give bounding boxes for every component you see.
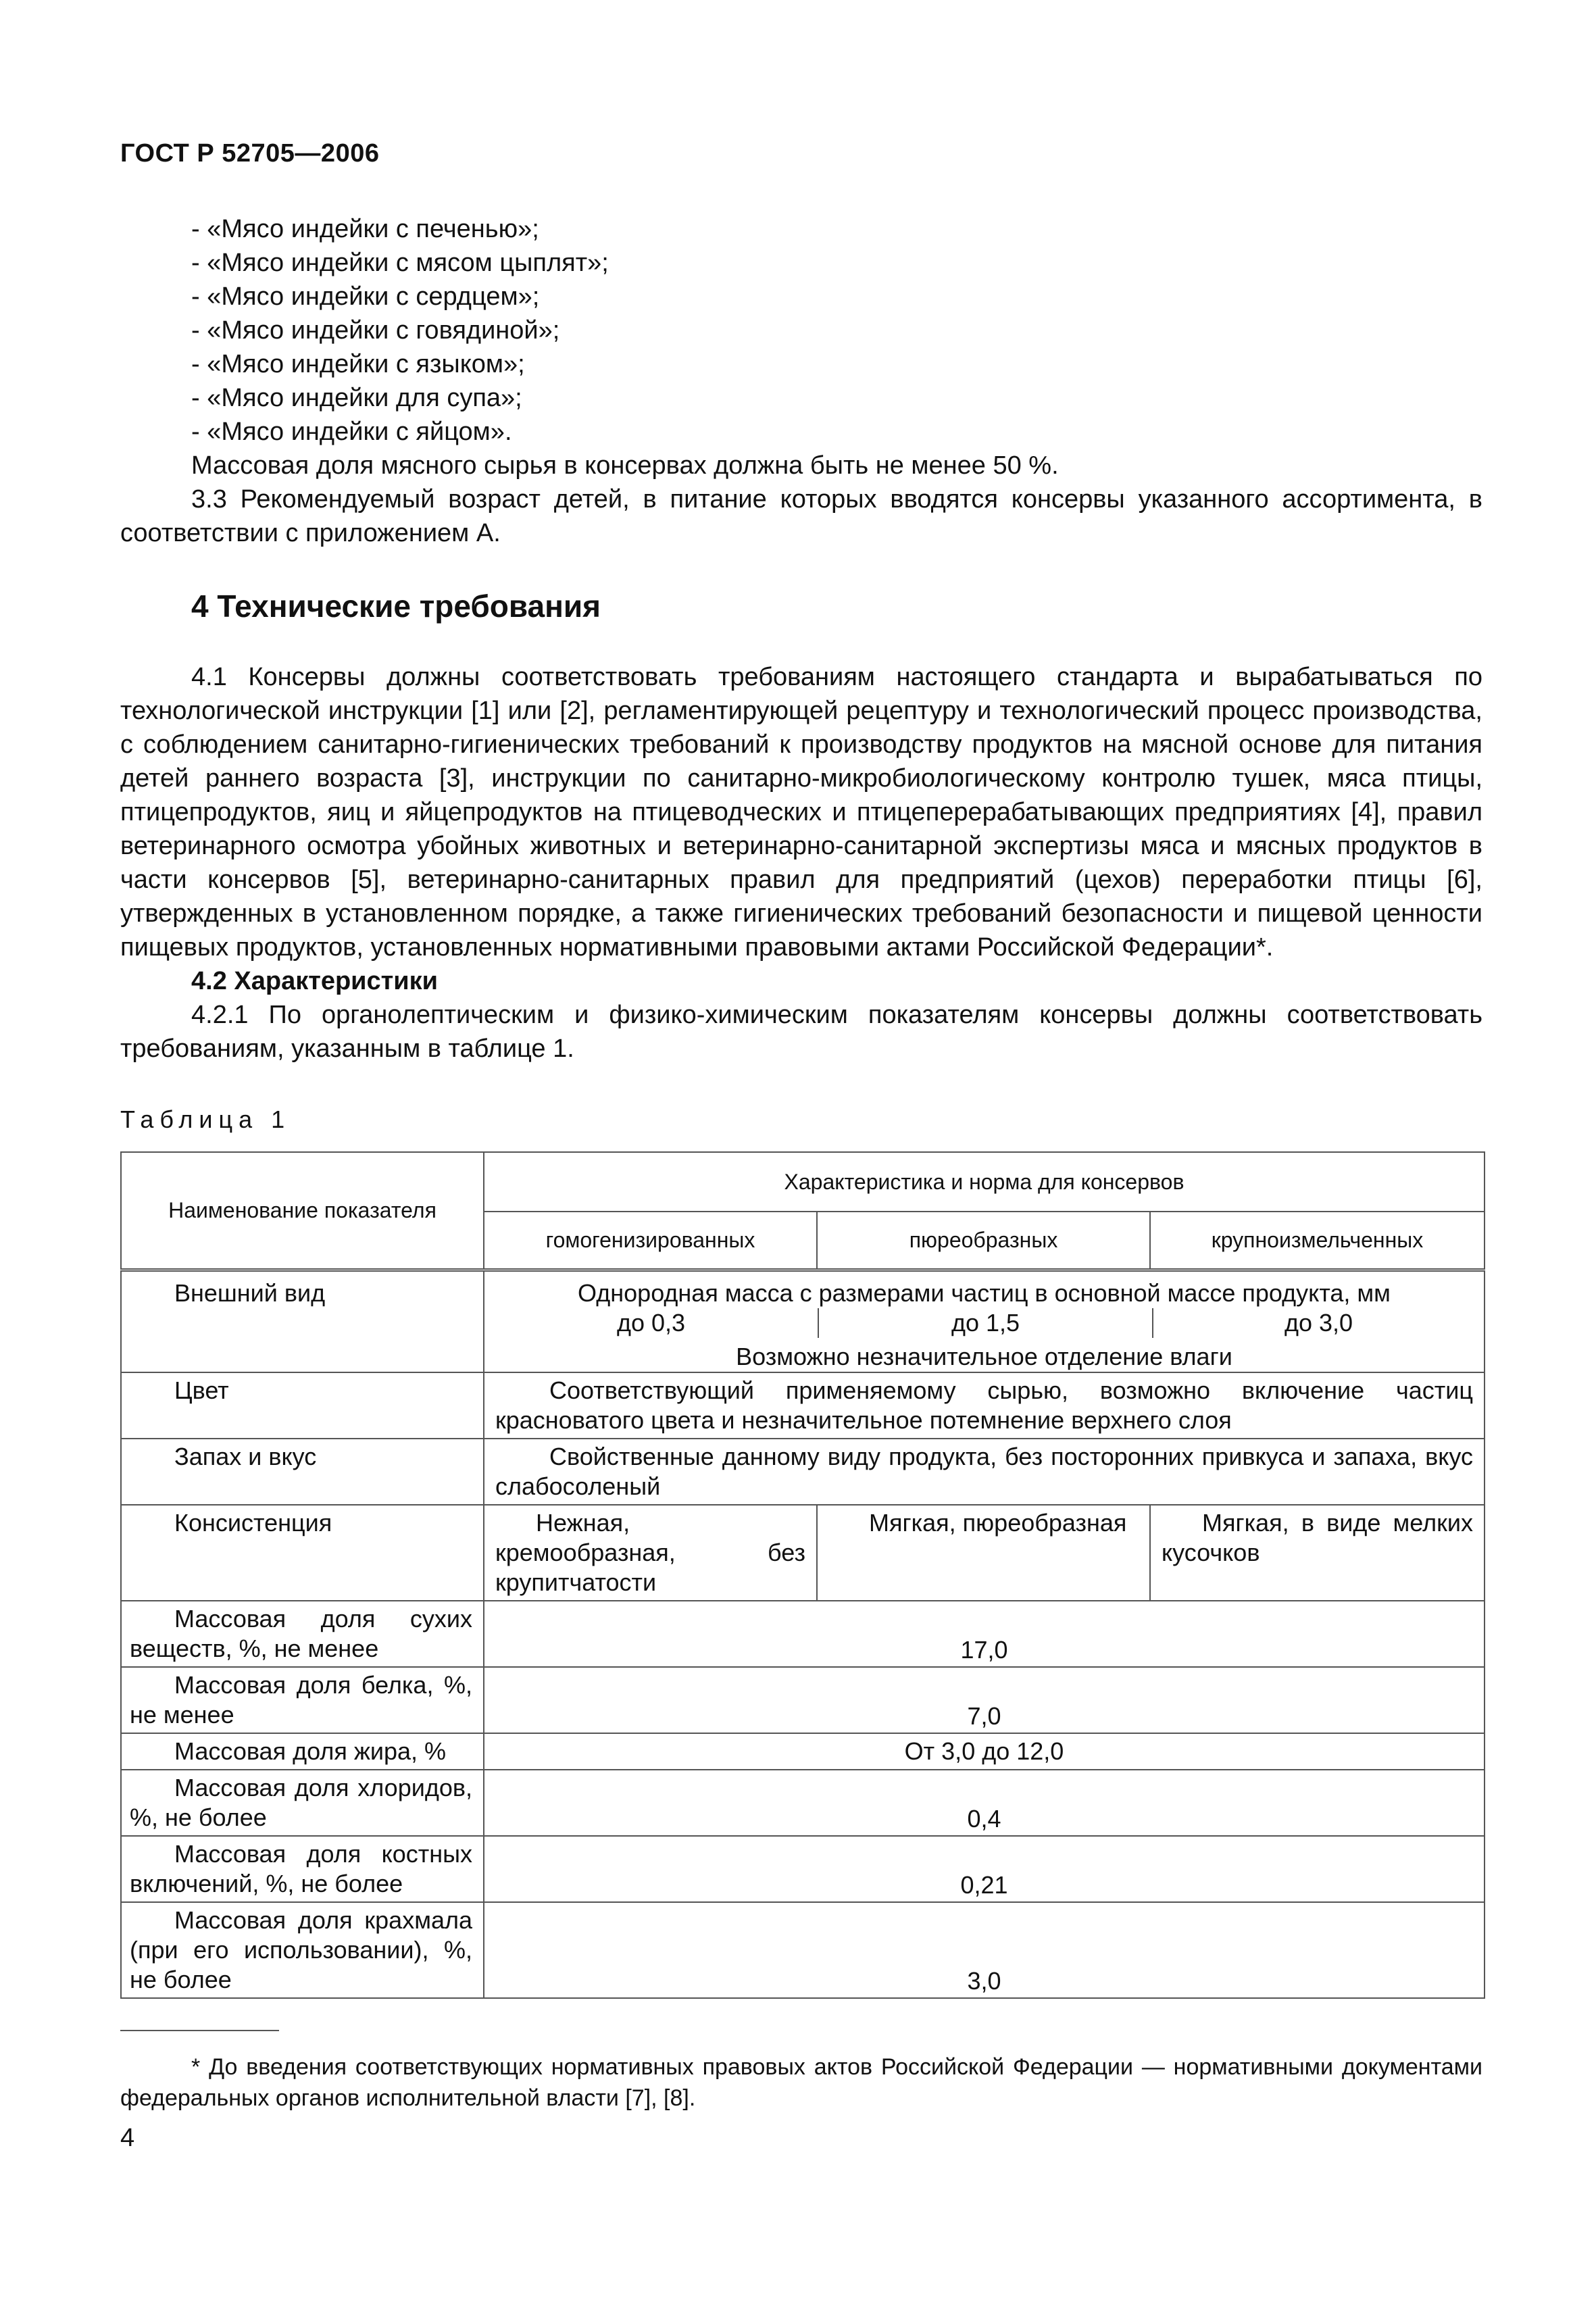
row-value-smell: Свойственные данному виду продукта, без посторонних привкуса и запаха, вкус слабосоленый [484, 1439, 1485, 1505]
table-header-row [121, 1152, 1485, 1212]
list-item: - «Мясо индейки с яйцом». [191, 418, 512, 446]
row-value-protein: 7,0 [484, 1667, 1485, 1733]
paragraph-4-1: 4.1 Консервы должны соответствовать требованиям настоящего стандарта и вырабатываться по технологической инструкции [1] или [2], регламентирующей рецептуру и технологический процесс производства, с соблюдением санитарно-гигиенических требований к производству продуктов на мясной основе для питания детей раннего возраста [3], инструкции по санитарно-микробиологическому контролю тушек, мяса птицы, птицепродуктов, яиц и яйцепродуктов на птицеводческих и птицеперерабатывающих предприятиях [4], правил ветеринарного осмотра убойных животных и ветеринарно-санитарной экспертизы мяса и мясных продуктов в части консервов [5], ветеринарно-санитарных правил для предприятий (цехов) переработки птицы [6], утвержденных в установленном порядке, а также гигиенических требований безопасности и пищевой ценности пищевых продуктов, установленных нормативными правовыми актами Российской Федерации*. [120, 663, 1482, 962]
table-row [121, 1902, 1485, 1998]
appearance-size-pureed: до 1,5 [818, 1308, 1152, 1338]
section-3-text [120, 449, 1482, 550]
paragraph-4-2-1: 4.2.1 По органолептическим и физико-химическим показателям консервы должны соответствовать требованиям, указанным в таблице 1. [120, 1001, 1482, 1063]
paragraph-mass-share: Массовая доля мясного сырья в консервах должна быть не менее 50 %. [191, 451, 1059, 480]
table-row [121, 1733, 1485, 1770]
product-list [120, 212, 1482, 449]
section-4-title: 4 Технические требования [191, 589, 601, 624]
row-name-bone-inclusions: Массовая доля костных включений, %, не более [121, 1836, 484, 1902]
row-value-fat: От 3,0 до 12,0 [484, 1733, 1485, 1770]
row-value-color: Соответствующий применяемому сырью, возможно включение частиц красноватого цвета и незначительное потемнение верхнего слоя [484, 1372, 1485, 1439]
table-row [121, 1601, 1485, 1667]
section-4-text [120, 660, 1482, 1066]
row-value-consistency-coarse: Мягкая, в виде мелких кусочков [1150, 1505, 1485, 1601]
list-item: - «Мясо индейки с сердцем»; [191, 282, 540, 311]
row-name-smell: Запах и вкус [121, 1439, 484, 1505]
document-header: ГОСТ Р 52705—2006 [120, 139, 380, 168]
row-name-fat: Массовая доля жира, % [121, 1733, 484, 1770]
row-name-consistency: Консистенция [121, 1505, 484, 1601]
table-row [121, 1667, 1485, 1733]
list-item: - «Мясо индейки с мясом цыплят»; [191, 249, 609, 277]
header-homogenized: гомогенизированных [484, 1212, 817, 1270]
row-value-chlorides: 0,4 [484, 1770, 1485, 1836]
table-row [121, 1770, 1485, 1836]
appearance-line-1: Однородная масса с размерами частиц в основной массе продукта, мм [578, 1278, 1391, 1307]
header-characteristic-group: Характеристика и норма для консервов [484, 1152, 1485, 1212]
row-name-chlorides: Массовая доля хлоридов, %, не более [121, 1770, 484, 1836]
list-item: - «Мясо индейки с говядиной»; [191, 316, 560, 345]
table-row [121, 1270, 1485, 1372]
row-name-dry-matter: Массовая доля сухих веществ, %, не менее [121, 1601, 484, 1667]
table-row [121, 1836, 1485, 1902]
row-value-consistency-homogenized: Нежная, кремообразная, без крупитчатости [484, 1505, 817, 1601]
row-value-consistency-pureed: Мягкая, пюреобразная [817, 1505, 1150, 1601]
subheading-4-2: 4.2 Характеристики [191, 967, 439, 995]
row-name-color: Цвет [121, 1372, 484, 1439]
footnote-divider [120, 2030, 279, 2031]
specification-table [120, 1151, 1485, 1999]
list-item: - «Мясо индейки для супа»; [191, 384, 522, 412]
row-name-protein: Массовая доля белка, %, не менее [121, 1667, 484, 1733]
row-value-bone-inclusions: 0,21 [484, 1836, 1485, 1902]
appearance-size-coarse: до 3,0 [1152, 1308, 1484, 1338]
appearance-line-3: Возможно незначительное отделение влаги [736, 1342, 1232, 1370]
row-name-starch: Массовая доля крахмала (при его использовании), %, не более [121, 1902, 484, 1998]
paragraph-3-3: 3.3 Рекомендуемый возраст детей, в питание которых вводятся консервы указанного ассортимента, в соответствии с приложением А. [120, 485, 1482, 547]
header-pureed: пюреобразных [817, 1212, 1150, 1270]
table-row [121, 1439, 1485, 1505]
list-item: - «Мясо индейки с печенью»; [191, 215, 539, 243]
footnote: * До введения соответствующих нормативных правовых актов Российской Федерации — нормативными документами федеральных органов исполнительной власти [7], [8]. [120, 2054, 1482, 2111]
row-value-appearance [484, 1270, 1485, 1372]
table-caption: Таблица 1 [120, 1105, 291, 1133]
appearance-particle-sizes [484, 1308, 1484, 1338]
row-name-appearance: Внешний вид [121, 1270, 484, 1372]
table-row [121, 1372, 1485, 1439]
row-value-starch: 3,0 [484, 1902, 1485, 1998]
header-indicator-name: Наименование показателя [121, 1152, 484, 1270]
appearance-size-homogenized: до 0,3 [616, 1308, 686, 1337]
page-number: 4 [120, 2124, 135, 2152]
header-coarse: крупноизмельченных [1150, 1212, 1485, 1270]
list-item: - «Мясо индейки с языком»; [191, 350, 525, 378]
row-value-dry-matter: 17,0 [484, 1601, 1485, 1667]
table-row [121, 1505, 1485, 1601]
